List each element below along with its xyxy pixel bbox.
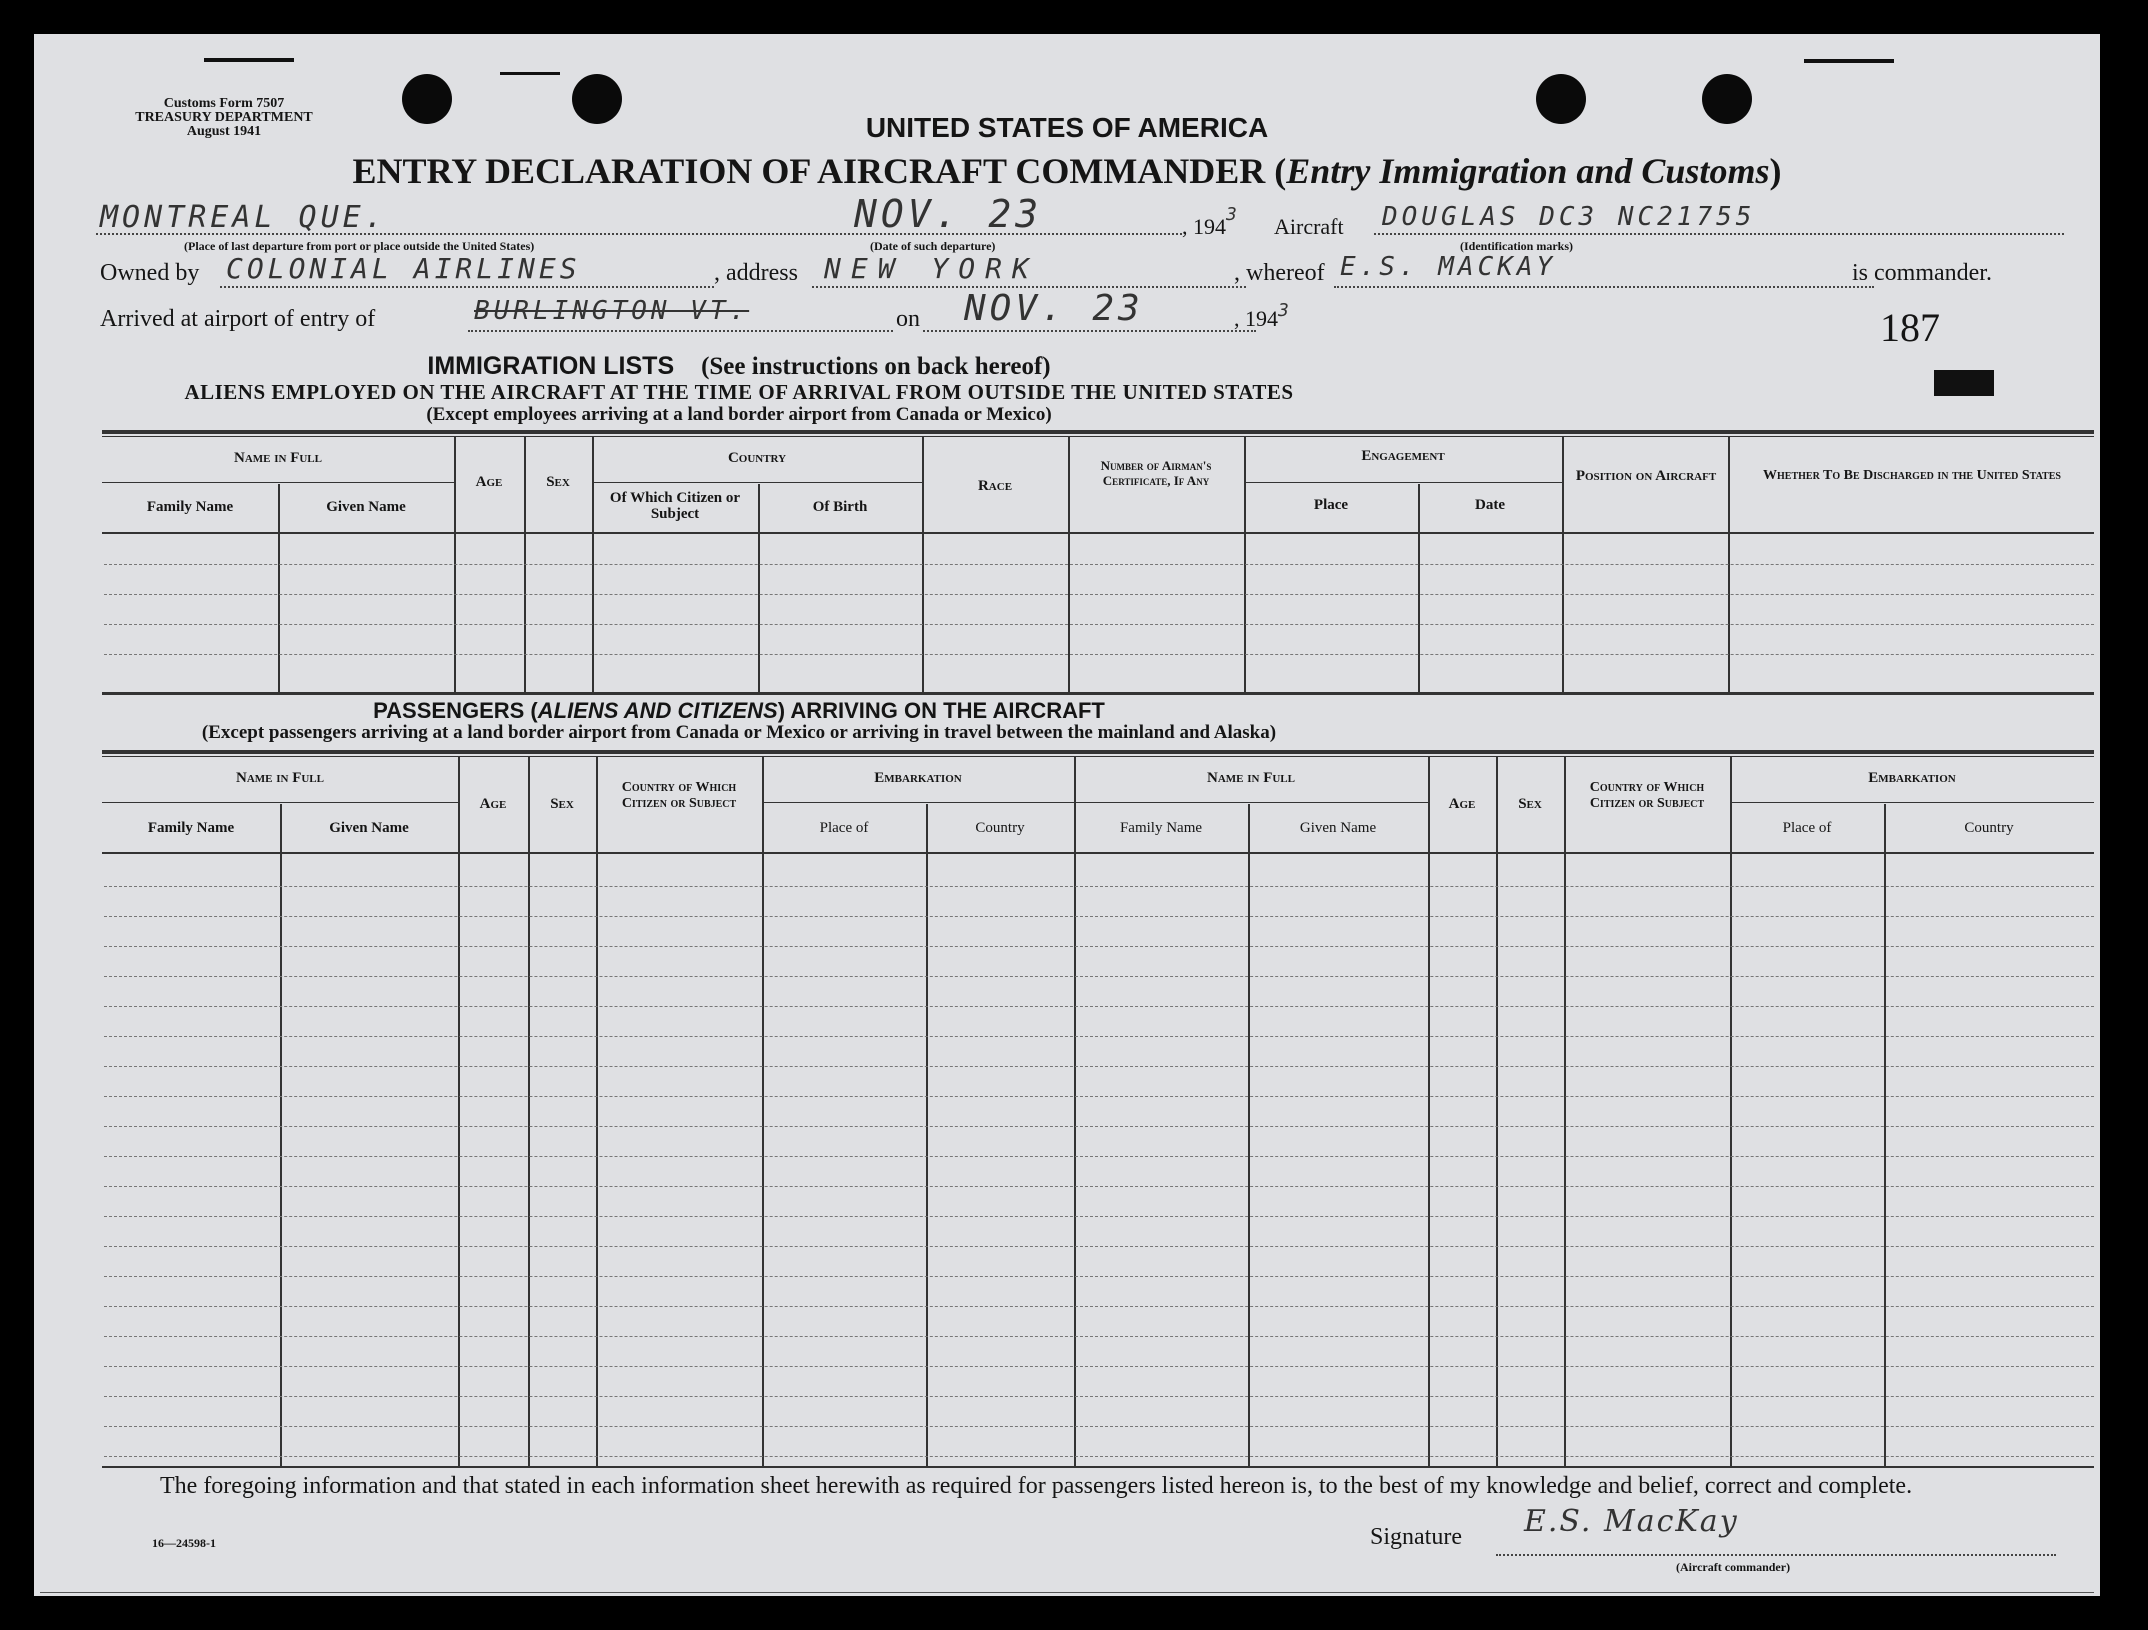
redaction-mark (1934, 370, 1994, 396)
group-divider (102, 482, 454, 483)
signature-label: Signature (1370, 1524, 1462, 1550)
bottom-edge-line (40, 1592, 2094, 1593)
departure-year (1182, 204, 1237, 240)
immigration-title: IMMIGRATION LISTS (427, 352, 675, 380)
table-row (104, 1036, 2094, 1037)
table-row (104, 886, 2094, 887)
hdr-place-of-2: Place of (1782, 820, 1832, 836)
table-row (104, 1246, 2094, 1247)
hdr-place-of: Place of (819, 820, 869, 836)
departure-caption: (Place of last departure from port or place outside the United States) (184, 239, 535, 253)
commander-label: is commander. (1852, 260, 1992, 286)
table-row (104, 1366, 2094, 1367)
table-row (104, 946, 2094, 947)
table-row (104, 1396, 2094, 1397)
col-divider (1496, 756, 1498, 1468)
aircraft-value: DOUGLAS DC3 NC21755 (1382, 202, 1756, 232)
arrived-label: Arrived at airport of entry of (100, 306, 376, 332)
hdr-age: Age (479, 796, 507, 812)
aircraft-caption: (Identification marks) (1460, 239, 1573, 253)
hdr-embarkation-2: Embarkation (1868, 770, 1956, 786)
certification-statement: The foregoing information and that stated in each information sheet herewith as required for passengers listed hereon is, to the best of my knowledge and belief, correct and complete. (160, 1473, 1913, 1499)
col-divider (280, 804, 282, 1468)
hdr-given-name-2: Given Name (1299, 820, 1377, 836)
owned-label: Owned by (100, 260, 200, 286)
table-row (104, 594, 2094, 595)
signature-caption: (Aircraft commander) (1676, 1560, 1791, 1574)
table-row (104, 564, 2094, 565)
form-title (34, 150, 2100, 192)
on-label: on (896, 306, 920, 332)
group-divider (1244, 482, 1562, 483)
year-digit: 3 (1278, 300, 1289, 321)
col-divider (1418, 484, 1420, 692)
hdr-name-in-full: Name in Full (235, 770, 324, 786)
col-divider (1564, 756, 1566, 1468)
owned-value: COLONIAL AIRLINES (226, 252, 581, 285)
year-prefix: , 194 (1234, 306, 1278, 331)
hdr-family-name: Family Name (147, 820, 235, 836)
table-rule (102, 750, 2094, 754)
aircraft-label: Aircraft (1274, 214, 1344, 239)
col-divider (1074, 756, 1076, 1468)
table-bottom-rule (102, 692, 2094, 695)
table-rule (102, 430, 2094, 434)
col-divider (926, 804, 928, 1468)
address-value: NEW YORK (824, 252, 1039, 285)
address-label: , address (714, 260, 798, 286)
immigration-heading (34, 352, 1444, 381)
immigration-subtitle: ALIENS EMPLOYED ON THE AIRCRAFT AT THE TIME OF ARRIVAL FROM OUTSIDE THE UNITED STATES (184, 380, 1294, 404)
country-heading: UNITED STATES OF AMERICA (865, 112, 1269, 143)
passengers-note: (Except passengers arriving at a land border airport from Canada or Mexico or arriving in travel between the mainland and Alaska) (201, 722, 1277, 743)
edge-mark (500, 72, 560, 75)
hdr-embarkation: Embarkation (874, 770, 962, 786)
hdr-position: Position on Aircraft (1575, 468, 1717, 484)
hdr-family-name: Family Name (146, 499, 234, 515)
hdr-birth: Of Birth (812, 499, 868, 515)
col-divider (762, 756, 764, 1468)
hdr-country: Country (727, 450, 787, 466)
group-divider (102, 802, 458, 803)
page-number: 187 (1880, 305, 1940, 350)
table-rule (102, 756, 2094, 757)
departure-date-value: NOV. 23 (854, 192, 1043, 236)
hdr-age-2: Age (1448, 796, 1476, 812)
whereof-value: E.S. MACKAY (1340, 252, 1557, 282)
group-divider (592, 482, 922, 483)
hdr-country-citizen-2: Country of Which Citizen or Subject (1589, 780, 1705, 811)
group-divider (1074, 802, 1428, 803)
form-date: August 1941 (186, 124, 262, 139)
hdr-family-name-2: Family Name (1119, 820, 1203, 836)
immigration-note: (Except employees arriving at a land border airport from Canada or Mexico) (426, 404, 1052, 425)
print-code: 16—24598-1 (152, 1536, 216, 1550)
hdr-name-in-full: Name in Full (233, 450, 322, 466)
form-number: Customs Form 7507 (163, 96, 285, 111)
year-prefix: , 194 (1182, 214, 1226, 239)
hdr-citizen: Of Which Citizen or Subject (609, 490, 741, 522)
header-divider (102, 852, 2094, 854)
hdr-sex: Sex (546, 474, 570, 490)
passengers-title-italic: ALIENS AND CITIZENS (537, 698, 778, 723)
table-row (104, 1156, 2094, 1157)
customs-form-page (34, 34, 2100, 1596)
col-divider (458, 756, 460, 1468)
table-row (104, 1006, 2094, 1007)
form-title-italic: Entry Immigration and Customs (1286, 151, 1770, 191)
department: TREASURY DEPARTMENT (135, 110, 313, 125)
date-caption: (Date of such departure) (870, 239, 996, 253)
arrival-date-value: NOV. 23 (964, 288, 1144, 329)
table-row (104, 1126, 2094, 1127)
hdr-country-2: Country (1964, 820, 2014, 836)
table-row (104, 1276, 2094, 1277)
header-divider (102, 532, 2094, 534)
col-divider (1884, 804, 1886, 1468)
year-digit: 3 (1226, 204, 1237, 225)
signature-value: E.S. MacKay (1524, 1504, 1739, 1539)
form-title-end: ) (1769, 151, 1782, 191)
table-row (104, 916, 2094, 917)
hdr-discharged: Whether To Be Discharged in the United States (1763, 468, 2061, 483)
passengers-title-b: ) ARRIVING ON THE AIRCRAFT (777, 698, 1105, 723)
hdr-sex: Sex (550, 796, 574, 812)
arrival-year (1234, 300, 1289, 332)
col-divider (528, 756, 530, 1468)
arrived-value: BURLINGTON VT. (474, 296, 750, 326)
table-row (104, 1336, 2094, 1337)
hdr-race: Race (977, 478, 1013, 494)
table-row (104, 1426, 2094, 1427)
group-divider (1730, 802, 2094, 803)
table-rule (102, 436, 2094, 437)
edge-mark (1804, 59, 1894, 63)
group-divider (762, 802, 1074, 803)
table-row (104, 1216, 2094, 1217)
col-divider (1428, 756, 1430, 1468)
table-row (104, 624, 2094, 625)
table-row (104, 1066, 2094, 1067)
col-divider (596, 756, 598, 1468)
hdr-engagement: Engagement (1361, 448, 1445, 464)
table-row (104, 654, 2094, 655)
hdr-given-name: Given Name (326, 499, 406, 515)
hdr-given-name: Given Name (329, 820, 409, 836)
table-row (104, 1096, 2094, 1097)
passengers-title (34, 698, 1444, 724)
hdr-sex-2: Sex (1518, 796, 1542, 812)
passengers-title-a: PASSENGERS ( (373, 698, 538, 723)
hdr-place: Place (1313, 497, 1349, 513)
table-row (104, 1456, 2094, 1457)
edge-mark (204, 58, 294, 62)
hdr-date: Date (1475, 497, 1505, 513)
hdr-certificate: Number of Airman's Certificate, If Any (1100, 458, 1212, 488)
form-title-main: ENTRY DECLARATION OF AIRCRAFT COMMANDER ( (352, 151, 1287, 191)
whereof-label: , whereof (1234, 260, 1325, 286)
immigration-instructions: (See instructions on back hereof) (701, 353, 1051, 380)
table-bottom-rule (102, 1466, 2094, 1468)
table-row (104, 976, 2094, 977)
departure-value: MONTREAL QUE. (100, 200, 387, 235)
col-divider (1730, 756, 1732, 1468)
table-row (104, 1306, 2094, 1307)
hdr-country: Country (975, 820, 1025, 836)
table-row (104, 1186, 2094, 1187)
hdr-name-in-full-2: Name in Full (1206, 770, 1295, 786)
hdr-age: Age (475, 474, 503, 490)
col-divider (758, 484, 760, 692)
hdr-country-citizen: Country of Which Citizen or Subject (621, 780, 737, 811)
col-divider (1248, 804, 1250, 1468)
col-divider (278, 484, 280, 692)
